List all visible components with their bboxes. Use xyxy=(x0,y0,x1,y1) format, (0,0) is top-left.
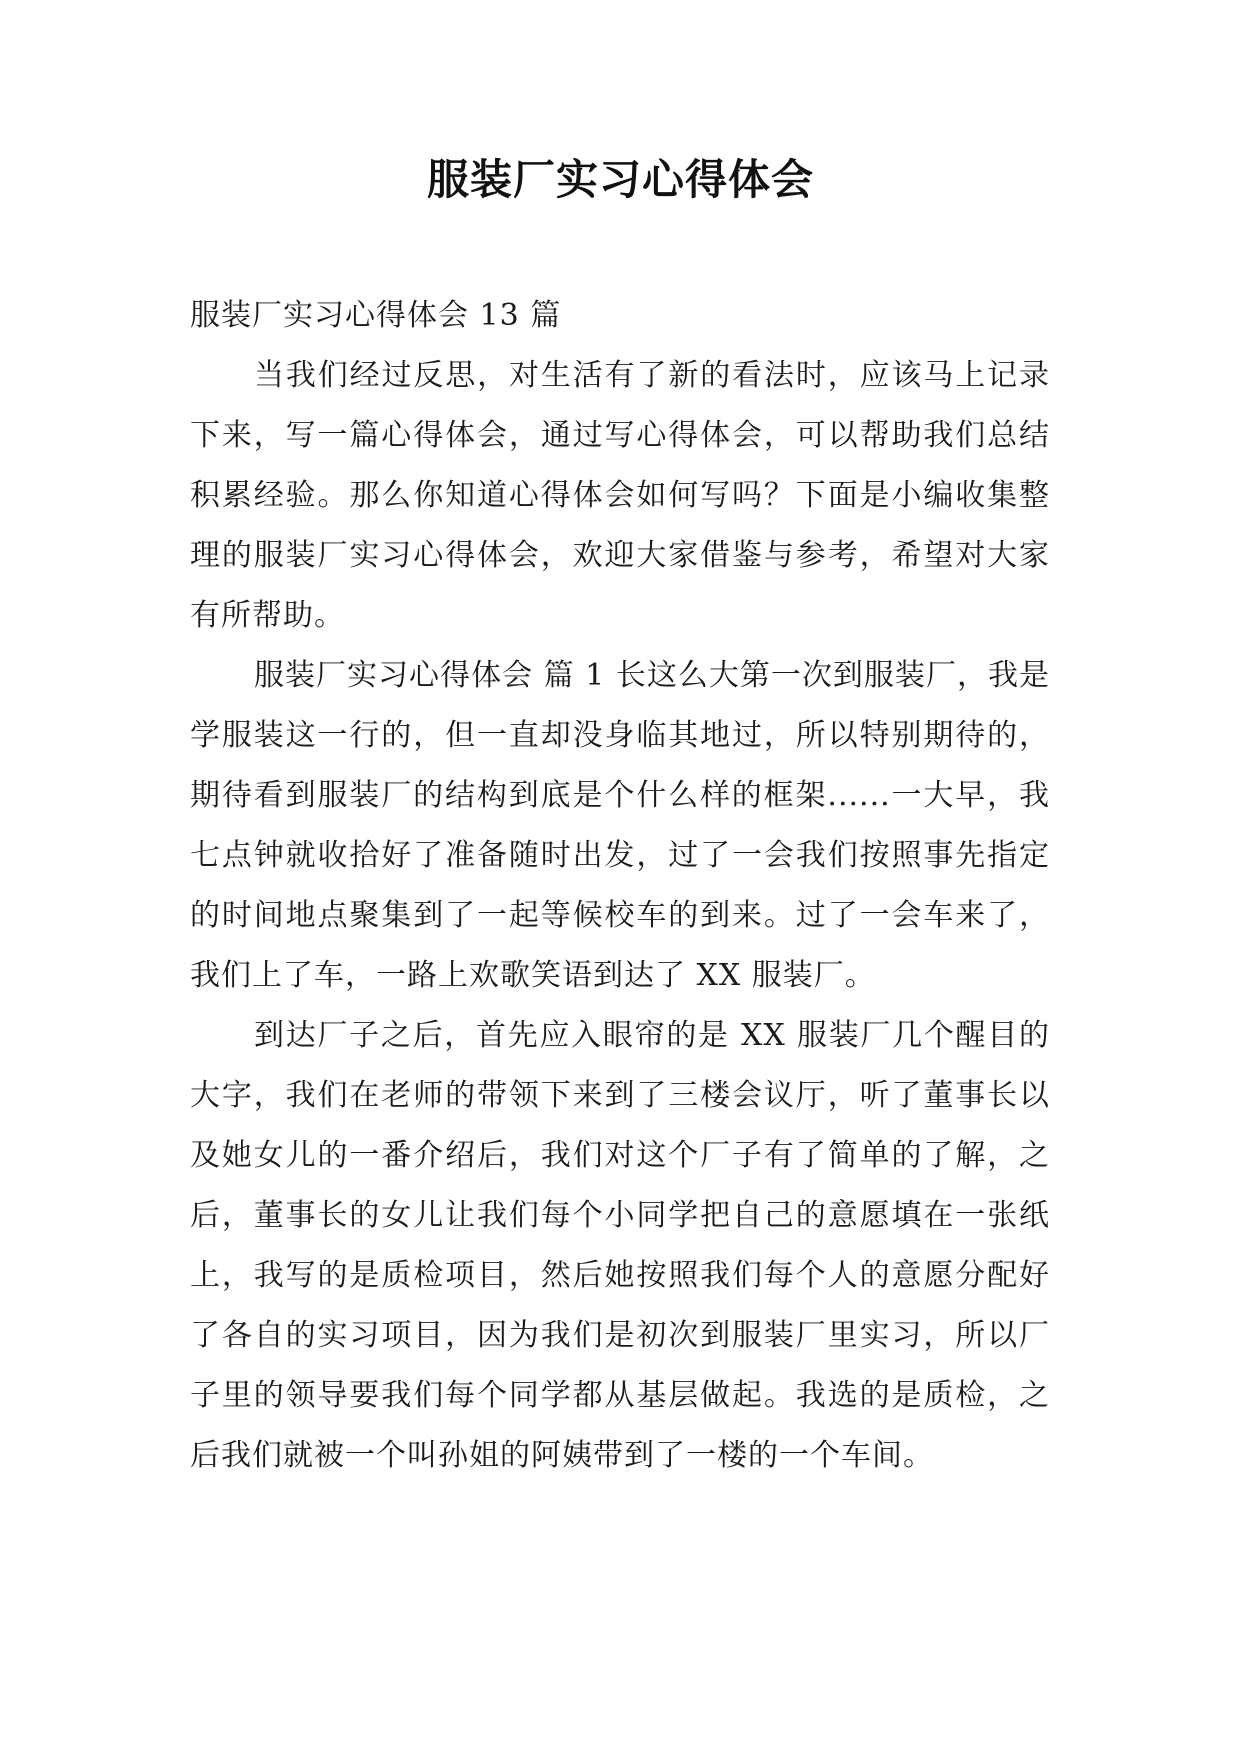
paragraph-intro: 当我们经过反思，对生活有了新的看法时，应该马上记录下来，写一篇心得体会，通过写心得体会，可以帮助我们总结积累经验。那么你知道心得体会如何写吗？下面是小编收集整理的服装厂实习心得体会，欢迎大家借鉴与参考，希望对大家有所帮助。 xyxy=(190,358,1050,633)
paragraph-part-1: 服装厂实习心得体会 篇 1 长这么大第一次到服装厂，我是学服装这一行的，但一直却没身临其地过，所以特别期待的，期待看到服装厂的结构到底是个什么样的框架......一大早，我七点钟就收拾好了准备随时出发，过了一会我们按照事先指定的时间地点聚集到了一起等候校车的到来。过了一会车来了，我们上了车，一路上欢歌笑语到达了 XX 服装厂。 xyxy=(190,658,1050,993)
document-title: 服装厂实习心得体会 xyxy=(426,155,814,204)
document-body xyxy=(190,286,1050,1486)
document-subtitle: 服装厂实习心得体会 13 篇 xyxy=(190,298,562,333)
paragraph-arrival: 到达厂子之后，首先应入眼帘的是 XX 服装厂几个醒目的大字，我们在老师的带领下来到了三楼会议厅，听了董事长以及她女儿的一番介绍后，我们对这个厂子有了简单的了解，之后，董事长的女儿让我们每个小同学把自己的意愿填在一张纸上，我写的是质检项目，然后她按照我们每个人的意愿分配好了各自的实习项目，因为我们是初次到服装厂里实习，所以厂子里的领导要我们每个同学都从基层做起。我选的是质检，之后我们就被一个叫孙姐的阿姨带到了一楼的一个车间。 xyxy=(190,1018,1050,1473)
